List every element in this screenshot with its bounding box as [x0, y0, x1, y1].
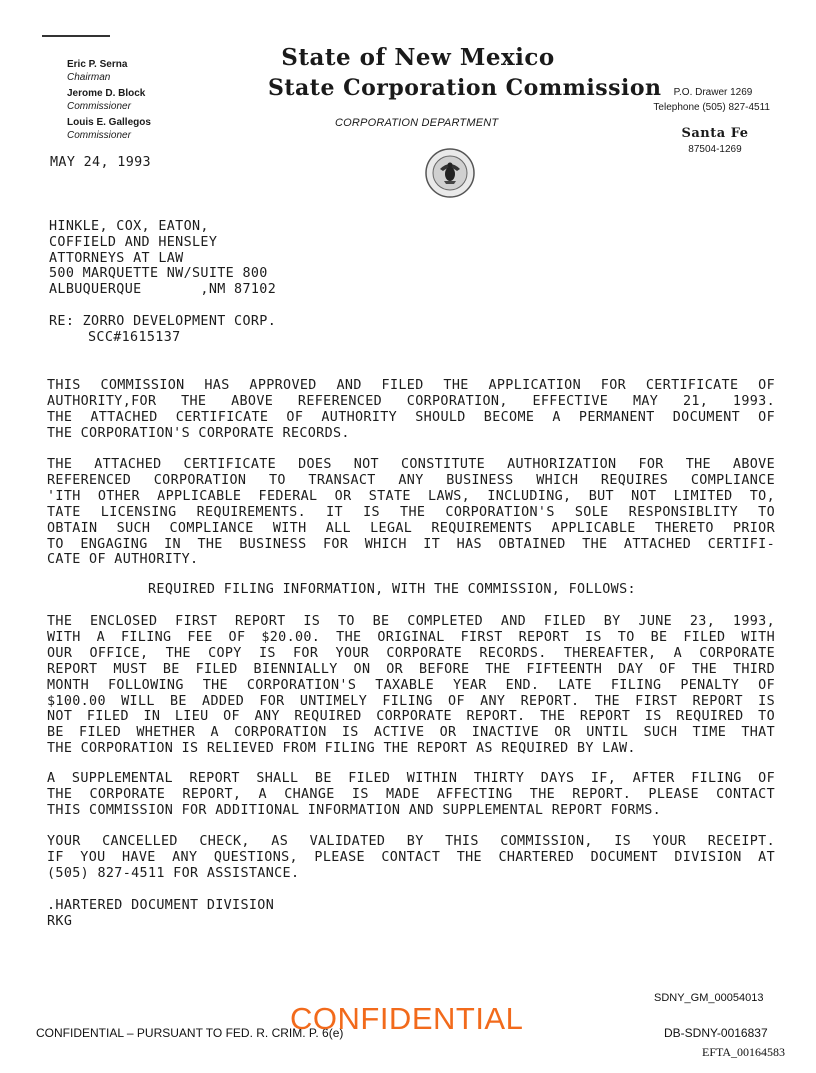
text-line: MONTH FOLLOWING THE CORPORATION'S TAXABLE YEAR END. LATE FILING PENALTY OF	[47, 677, 775, 693]
text-line: NOT FILED IN LIEU OF ANY REQUIRED CORPORATE REPORT. THE REPORT IS REQUIRED TO	[47, 709, 775, 725]
commissioner-title: Commissioner	[67, 101, 131, 112]
text-line: REPORT MUST BE FILED BIENNIALLY ON OR BEFORE THE FIFTEENTH DAY OF THE THIRD	[47, 661, 775, 677]
filing-heading: REQUIRED FILING INFORMATION, WITH THE COMMISSION, FOLLOWS:	[148, 582, 636, 597]
paragraph-receipt	[47, 834, 775, 882]
text-line: YOUR CANCELLED CHECK, AS VALIDATED BY THIS COMMISSION, IS YOUR RECEIPT.	[47, 834, 775, 849]
text-line: OUR OFFICE, THE COPY IS FOR YOUR CORPORATE RECORDS. THEREAFTER, A CORPORATE	[47, 645, 775, 661]
efta-number: EFTA_00164583	[702, 1045, 786, 1059]
re-line: RE: ZORRO DEVELOPMENT CORP.	[49, 314, 277, 329]
commissioner-name: Louis E. Gallegos	[67, 117, 151, 128]
text-line: THE ATTACHED CERTIFICATE OF AUTHORITY SHOULD BECOME A PERMANENT DOCUMENT OF	[47, 409, 775, 425]
text-line: THE CORPORATION IS RELIEVED FROM FILING THE REPORT AS REQUIRED BY LAW.	[47, 741, 636, 757]
commission-title: State Corporation Commission	[268, 75, 662, 101]
state-seal-icon	[424, 147, 476, 199]
department-name: CORPORATION DEPARTMENT	[335, 117, 499, 129]
paragraph-approval	[47, 378, 775, 442]
bates-number-top: SDNY_GM_00054013	[654, 992, 764, 1004]
text-line: OBTAIN SUCH COMPLIANCE WITH ALL LEGAL REQUIREMENTS APPLICABLE THERETO PRIOR	[47, 520, 775, 536]
signature-department: .HARTERED DOCUMENT DIVISION	[47, 898, 275, 913]
text-line: AUTHORITY,FOR THE ABOVE REFERENCED CORPORATION, EFFECTIVE MAY 21, 1993.	[47, 393, 775, 409]
text-line: BE FILED WHETHER A CORPORATION IS ACTIVE OR INACTIVE OR UNTIL SUCH TIME THAT	[47, 725, 775, 741]
scc-number: SCC#1615137	[88, 330, 181, 345]
telephone: Telephone (505) 827-4511	[653, 102, 770, 113]
text-line: IF YOU HAVE ANY QUESTIONS, PLEASE CONTACT THE CHARTERED DOCUMENT DIVISION AT	[47, 849, 775, 865]
text-line: THE CORPORATE REPORT, A CHANGE IS MADE AFFECTING THE REPORT. PLEASE CONTACT	[47, 786, 775, 802]
text-line: A SUPPLEMENTAL REPORT SHALL BE FILED WITHIN THIRTY DAYS IF, AFTER FILING OF	[47, 771, 775, 786]
po-box: P.O. Drawer 1269	[673, 87, 753, 98]
address-zip: 87504-1269	[688, 144, 742, 155]
text-line: CATE OF AUTHORITY.	[47, 552, 199, 568]
text-line: THIS COMMISSION FOR ADDITIONAL INFORMATION AND SUPPLEMENTAL REPORT FORMS.	[47, 802, 662, 818]
text-line: THE ENCLOSED FIRST REPORT IS TO BE COMPLETED AND FILED BY JUNE 23, 1993,	[47, 614, 775, 629]
recipient-line: ATTORNEYS AT LAW	[49, 250, 184, 266]
scan-mark	[42, 35, 110, 37]
letter-date: MAY 24, 1993	[50, 155, 151, 170]
text-line: TO ENGAGING IN THE BUSINESS FOR WHICH IT HAS OBTAINED THE ATTACHED CERTIFI-	[47, 536, 775, 552]
text-line: (505) 827-4511 FOR ASSISTANCE.	[47, 865, 300, 881]
text-line: THE CORPORATION'S CORPORATE RECORDS.	[47, 425, 350, 441]
commissioner-name: Jerome D. Block	[67, 88, 146, 99]
state-title: State of New Mexico	[281, 44, 555, 71]
text-line: THE ATTACHED CERTIFICATE DOES NOT CONSTITUTE AUTHORIZATION FOR THE ABOVE	[47, 457, 775, 472]
paragraph-supplemental	[47, 771, 775, 819]
recipient-line: ALBUQUERQUE ,NM 87102	[49, 282, 277, 298]
bates-number-bottom: DB-SDNY-0016837	[664, 1026, 768, 1040]
signature-initials: RKG	[47, 914, 73, 929]
text-line: THIS COMMISSION HAS APPROVED AND FILED THE APPLICATION FOR CERTIFICATE OF	[47, 378, 775, 393]
text-line: 'ITH OTHER APPLICABLE FEDERAL OR STATE LAWS, INCLUDING, BUT NOT LIMITED TO,	[47, 488, 775, 504]
address-block	[640, 84, 770, 116]
recipient-line: COFFIELD AND HENSLEY	[49, 234, 218, 250]
address-city: Santa Fe	[681, 126, 749, 141]
commissioner-title: Commissioner	[67, 130, 131, 141]
text-line: TATE LICENSING REQUIREMENTS. IT IS THE CORPORATION'S SOLE RESPONSIBLITY TO	[47, 504, 775, 520]
commissioner-name: Eric P. Serna	[67, 59, 128, 70]
commissioner-title: Chairman	[67, 72, 111, 83]
paragraph-first-report	[47, 614, 775, 757]
confidential-notice: CONFIDENTIAL – PURSUANT TO FED. R. CRIM. P. 6(e)	[36, 1026, 344, 1040]
text-line: WITH A FILING FEE OF $20.00. THE ORIGINAL FIRST REPORT IS TO BE FILED WITH	[47, 629, 775, 645]
recipient-line: HINKLE, COX, EATON,	[49, 219, 209, 234]
recipient-line: 500 MARQUETTE NW/SUITE 800	[49, 266, 268, 282]
paragraph-authorization	[47, 457, 775, 568]
text-line: REFERENCED CORPORATION TO TRANSACT ANY BUSINESS WHICH REQUIRES COMPLIANCE	[47, 472, 775, 488]
recipient-address	[49, 219, 276, 298]
text-line: $100.00 WILL BE ADDED FOR UNTIMELY FILING OF ANY REPORT. THE FIRST REPORT IS	[47, 693, 775, 709]
confidential-stamp: CONFIDENTIAL	[290, 1001, 524, 1036]
